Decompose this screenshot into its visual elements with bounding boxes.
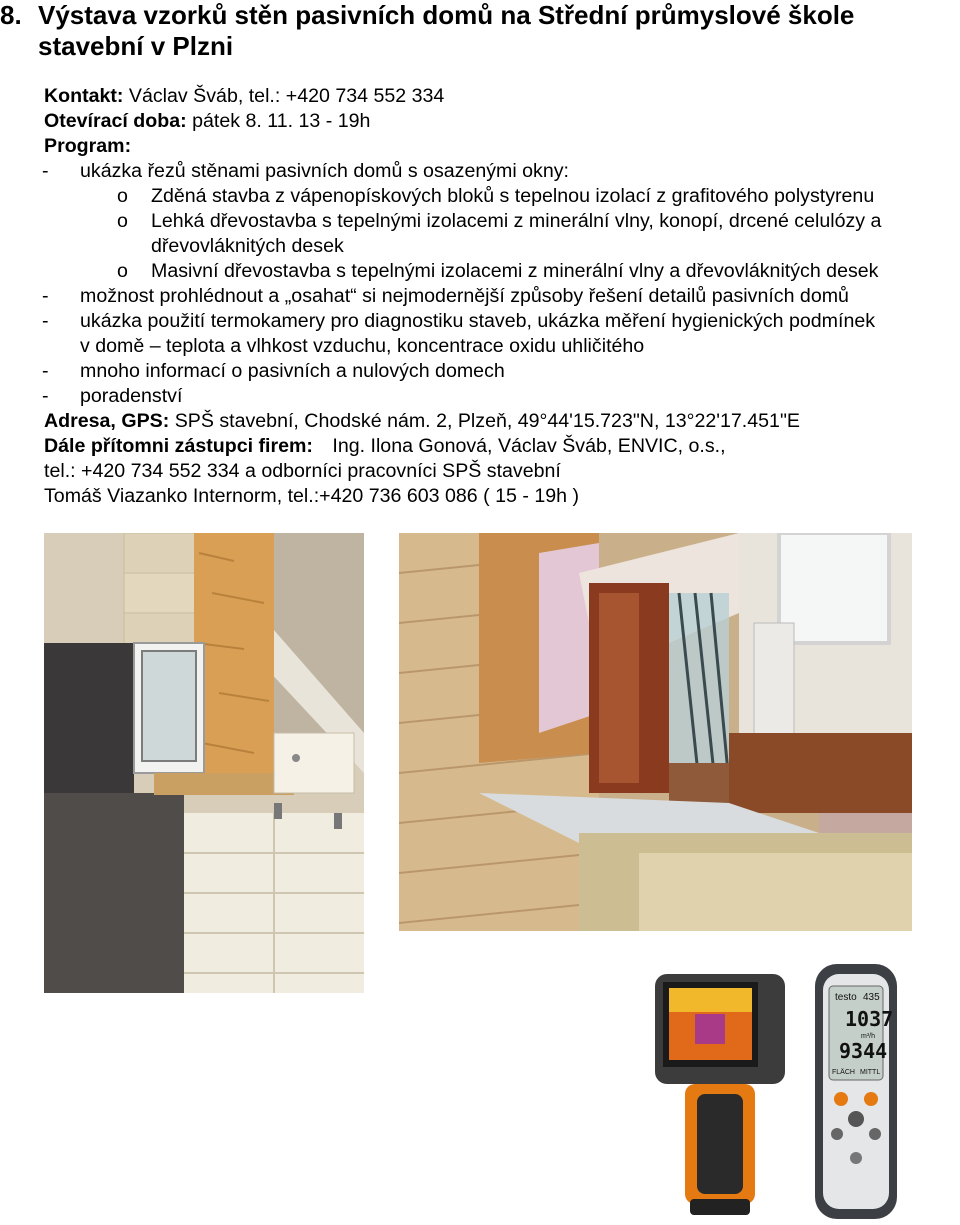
internorm-contact-line: Tomáš Viazanko Internorm, tel.:+420 736 603 086 ( 15 - 19h ) (44, 485, 579, 507)
dash-marker: - (42, 285, 49, 307)
program-item-3: - ukázka použití termokamery pro diagnostiku staveb, ukázka měření hygienických podmínek (42, 310, 876, 332)
reps-phone-line: tel.: +420 734 552 334 a odborníci pracovníci SPŠ stavební (44, 460, 561, 482)
reps-value: Ing. Ilona Gonová, Václav Šváb, ENVIC, o.s., (332, 435, 726, 457)
photo-masonry-wall-sample (44, 533, 364, 993)
reps-label: Dále přítomni zástupci firem: (44, 435, 313, 457)
contact-line (44, 84, 444, 109)
svg-text:MITTL: MITTL (860, 1069, 881, 1076)
svg-text:m³/h: m³/h (861, 1033, 875, 1040)
svg-text:1037: 1037 (845, 1007, 894, 1031)
bullet-marker: o (117, 185, 128, 207)
svg-text:9344: 9344 (839, 1039, 888, 1063)
address-value: SPŠ stavební, Chodské nám. 2, Plzeň, 49°44'15.723"N, 13°22'17.451"E (174, 410, 800, 432)
photo-wood-window-section (399, 533, 912, 931)
program-item-4: - mnoho informací o pasivních a nulových domech (42, 360, 505, 382)
photo-measuring-devices (635, 954, 912, 1225)
section-number: 8. (0, 0, 22, 30)
dash-marker: - (42, 360, 49, 382)
section-title: Výstava vzorků stěn pasivních domů na Střední průmyslové škole stavební v Plzni (38, 0, 855, 61)
program-item-5: - poradenství (42, 385, 183, 407)
program-item-3-cont: v domě – teplota a vlhkost vzduchu, koncentrace oxidu uhličitého (80, 335, 645, 357)
program-item-2: - možnost prohlédnout a „osahat“ si nejmodernější způsoby řešení detailů pasivních domů (42, 285, 849, 307)
hours-line (44, 109, 370, 134)
contact-label: Kontakt: (44, 85, 124, 107)
program-subitem-1: o Zděná stavba z vápenopískových bloků s tepelnou izolací z grafitového polystyrenu (117, 185, 875, 207)
dash-marker: - (42, 160, 49, 182)
svg-text:testo: testo (835, 992, 857, 1003)
contact-value: Václav Šváb, tel.: +420 734 552 334 (128, 85, 445, 107)
address-label: Adresa, GPS: (44, 410, 170, 432)
hours-label: Otevírací doba: (44, 110, 187, 132)
address-line (44, 409, 800, 434)
dash-marker: - (42, 385, 49, 407)
testo-meter-icon (815, 964, 897, 1219)
svg-text:435: 435 (863, 992, 880, 1003)
program-subitem-3: o Masivní dřevostavba s tepelnými izolacemi z minerální vlny a dřevovláknitých desek (117, 260, 879, 282)
bullet-marker: o (117, 260, 128, 282)
program-item-1: - ukázka řezů stěnami pasivních domů s osazenými okny: (42, 160, 569, 182)
hours-value: pátek 8. 11. 13 - 19h (192, 110, 371, 132)
reps-line (44, 434, 726, 459)
bullet-marker: o (117, 210, 128, 232)
program-subitem-2: o Lehká dřevostavba s tepelnými izolacemi z minerální vlny, konopí, drcené celulózy a (117, 210, 882, 232)
program-subitem-2-cont: dřevovláknitých desek (151, 235, 344, 257)
svg-text:FLÄCH: FLÄCH (832, 1069, 855, 1076)
program-label: Program: (44, 135, 132, 157)
dash-marker: - (42, 310, 49, 332)
